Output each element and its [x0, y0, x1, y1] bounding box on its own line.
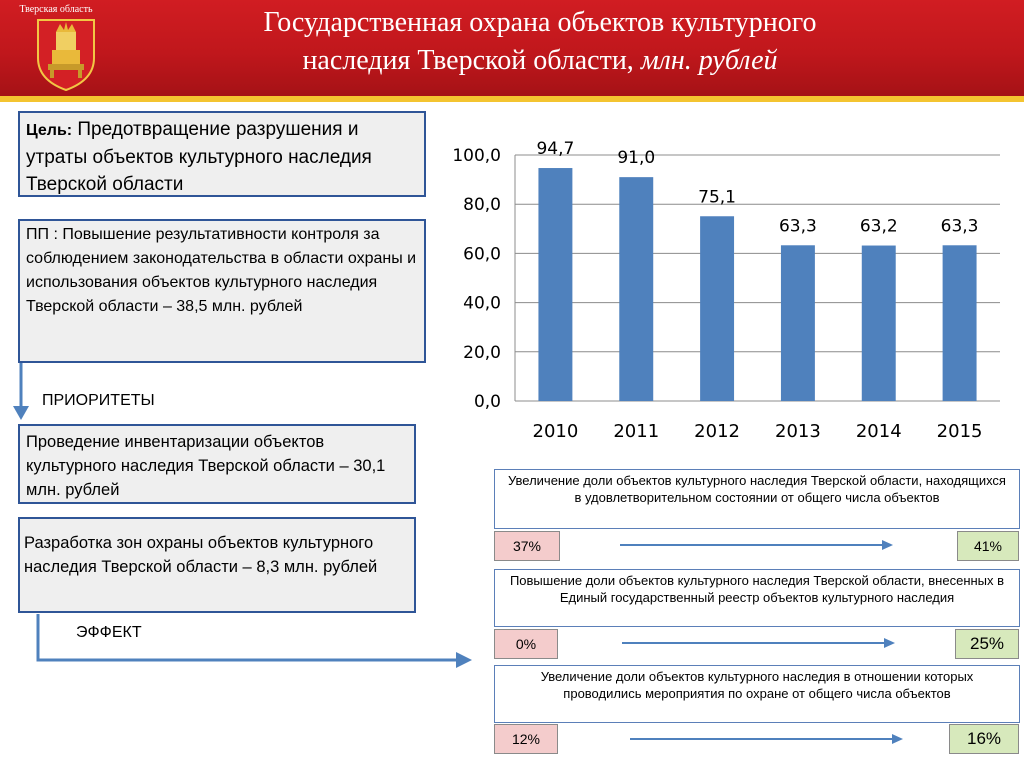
effect-from-2: 0%: [494, 629, 558, 659]
x-tick-label: 2010: [532, 421, 579, 442]
priorities-label: ПРИОРИТЕТЫ: [42, 392, 155, 409]
bar: [619, 177, 653, 401]
effect-item-1: [494, 469, 1020, 529]
x-tick-label: 2011: [613, 421, 660, 442]
data-label: 75,1: [698, 187, 737, 208]
x-tick-label: 2015: [936, 421, 983, 442]
x-tick-label: 2012: [694, 421, 740, 442]
priority-text-2: Разработка зон охраны объектов культурного наследия Тверской области – 8,3 млн. рублей: [24, 534, 378, 576]
data-label: 63,2: [859, 216, 898, 237]
effect-from-3: 12%: [494, 724, 558, 754]
program-text: ПП : Повышение результативности контроля за соблюдением законодательства в области охраны и использования объектов культурного наследия Тверской области – 38,5 млн. рублей: [26, 226, 417, 315]
title-line-2-main: наследия Тверской области,: [302, 45, 634, 76]
y-tick-label: 80,0: [463, 195, 501, 216]
data-label: 63,3: [778, 216, 817, 237]
x-tick-label: 2014: [855, 421, 902, 442]
title-units: млн. рублей: [640, 45, 778, 76]
effect-label: ЭФФЕКТ: [76, 624, 142, 641]
y-tick-label: 40,0: [463, 293, 501, 314]
bar: [700, 216, 734, 401]
x-tick-label: 2013: [775, 421, 821, 442]
effect-item-2: [494, 569, 1020, 627]
bar: [781, 245, 815, 401]
region-label: Тверская область: [19, 4, 93, 15]
y-tick-label: 60,0: [463, 244, 501, 265]
effect-text-1: Увеличение доли объектов культурного наследия Тверской области, находящихся в удовлетворительном состоянии от общего числа объектов: [508, 473, 1006, 505]
bar: [862, 246, 896, 401]
bar: [538, 168, 572, 401]
data-label: 94,7: [536, 139, 575, 160]
priority-text-1: Проведение инвентаризации объектов культурного наследия Тверской области – 30,1 млн. рублей: [26, 433, 386, 499]
effect-to-2: 25%: [955, 629, 1019, 659]
effect-to-1: 41%: [957, 531, 1019, 561]
effect-text-3: Увеличение доли объектов культурного наследия в отношении которых проводились мероприятия по охране от общего числа объектов: [540, 669, 974, 701]
goal-label: Цель:: [26, 122, 73, 139]
effect-from-1: 37%: [494, 531, 560, 561]
title-line-1: Государственная охрана объектов культурного: [263, 7, 817, 38]
effect-text-2: Повышение доли объектов культурного наследия Тверской области, внесенных в Единый государственный реестр объектов культурного наследия: [509, 573, 1005, 605]
y-tick-label: 20,0: [463, 342, 501, 363]
data-label: 91,0: [617, 148, 656, 169]
bar: [943, 245, 977, 401]
goal-text: Предотвращение разрушения и утраты объектов культурного наследия Тверской области: [26, 119, 372, 195]
effect-item-3: [494, 665, 1020, 723]
y-tick-label: 0,0: [473, 392, 501, 412]
data-label: 63,3: [940, 216, 979, 237]
y-tick-label: 100,0: [452, 146, 501, 166]
effect-to-3: 16%: [949, 724, 1019, 754]
